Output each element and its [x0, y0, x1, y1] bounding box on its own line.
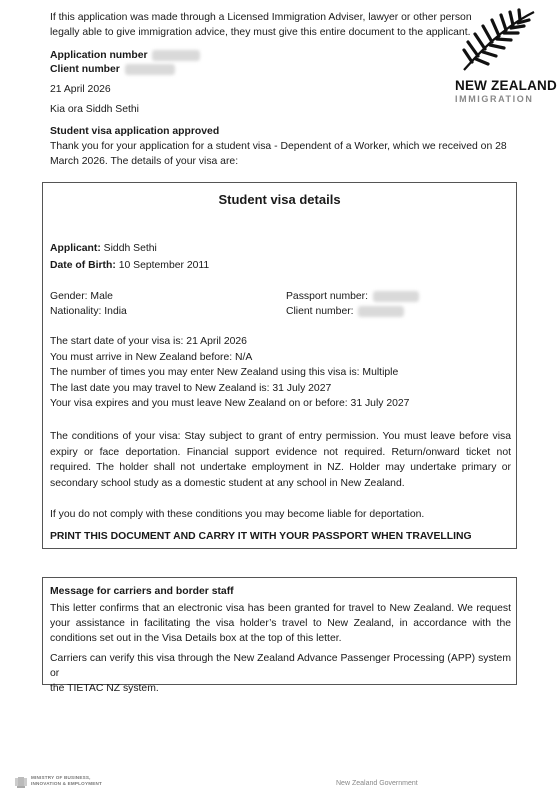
- greeting: Kia ora Siddh Sethi: [50, 104, 139, 115]
- applicant-row: [50, 241, 157, 256]
- carriers-line: the TIETAC NZ system.: [50, 683, 159, 694]
- carriers-box: [42, 577, 517, 694]
- carriers-line: This letter confirms that an electronic visa has been granted for travel to New Zealand. We request: [50, 603, 511, 614]
- logo-text-immigration: IMMIGRATION: [455, 94, 534, 104]
- last-travel-date: The last date you may travel to New Zealand is: 31 July 2027: [50, 382, 332, 394]
- passport-number-redacted: [373, 291, 419, 302]
- dob-value: 10 September 2011: [115, 260, 210, 271]
- approval-heading: Student visa application approved: [50, 126, 220, 137]
- intro-line: Thank you for your application for a student visa - Dependent of a Worker, which we received on 28: [50, 141, 507, 152]
- intro-line: March 2026. The details of your visa are:: [50, 156, 239, 167]
- ministry-line: MINISTRY OF BUSINESS,: [31, 775, 91, 780]
- letter-date: 21 April 2026: [50, 84, 111, 95]
- entry-count: The number of times you may enter New Zealand using this visa is: Multiple: [50, 367, 399, 378]
- carriers-line: your assistance in facilitating the visa holder’s travel to New Zealand, in accordance with the: [50, 618, 511, 629]
- adviser-notice: [50, 10, 472, 40]
- box-client-number-label: Client number:: [286, 306, 354, 317]
- client-number: [50, 62, 175, 77]
- client-number-redacted: [125, 64, 175, 75]
- dob-label: Date of Birth:: [50, 260, 116, 271]
- logo-text-new-zealand: NEW ZEALAND: [455, 78, 557, 93]
- carriers-line: conditions set out in the Visa Details box at the top of this letter.: [50, 633, 342, 644]
- nz-coat-of-arms-icon: [14, 775, 28, 789]
- gender: Gender: Male: [50, 291, 113, 302]
- applicant-label: Applicant:: [50, 243, 101, 254]
- print-notice: PRINT THIS DOCUMENT AND CARRY IT WITH YOUR PASSPORT WHEN TRAVELLING: [50, 531, 472, 542]
- silver-fern-icon: [458, 8, 538, 74]
- visa-expiry-date: Your visa expires and you must leave New Zealand on or before: 31 July 2027: [50, 398, 410, 409]
- passport-number-label: Passport number:: [286, 291, 369, 302]
- visa-start-date: The start date of your visa is: 21 April 2026: [50, 336, 247, 347]
- dob-row: [50, 258, 209, 273]
- conditions-line: The conditions of your visa: Stay subject to grant of entry permission. You must leave before visa: [50, 431, 511, 442]
- ministry-line: INNOVATION & EMPLOYMENT: [31, 781, 103, 786]
- carriers-line: Carriers can verify this visa through the New Zealand Advance Passenger Processing (APP) system or: [50, 653, 511, 679]
- adviser-notice-line: legally able to give immigration advice, they must give this entire document to the applicant.: [50, 27, 471, 38]
- conditions-line: secondary school study as a domestic student at any school in New Zealand.: [50, 477, 405, 489]
- nz-government-wordmark: New Zealand Government: [336, 780, 418, 787]
- intro-text: [50, 139, 507, 169]
- deportation-warning: If you do not comply with these conditions you may become liable for deportation.: [50, 509, 425, 520]
- application-number-redacted: [152, 50, 200, 61]
- visa-details-box: [42, 182, 517, 549]
- carriers-heading: Message for carriers and border staff: [50, 586, 234, 597]
- passport-number: [286, 289, 419, 304]
- conditions-line: required. The holder shall not undertake employment in NZ. Holder may undertake primary or: [50, 462, 511, 473]
- nz-immigration-logo: [452, 8, 557, 104]
- visa-conditions: [50, 429, 511, 491]
- box-client-number: [286, 304, 404, 319]
- application-number: [50, 48, 200, 63]
- carriers-paragraph-2: [50, 651, 511, 696]
- mbie-logo: [14, 774, 124, 790]
- carriers-paragraph-1: [50, 601, 511, 646]
- visa-details-title: Student visa details: [218, 192, 341, 207]
- conditions-line: expiry or face deportation. Financial support evidence not required. Return/onward ticket not: [50, 446, 511, 458]
- nationality: Nationality: India: [50, 306, 127, 317]
- arrival-before-date: You must arrive in New Zealand before: N/A: [50, 351, 253, 363]
- applicant-value: Siddh Sethi: [100, 243, 157, 254]
- visa-dates: [50, 334, 409, 412]
- box-client-number-redacted: [358, 306, 404, 317]
- application-number-label: Application number: [50, 50, 148, 61]
- adviser-notice-line: If this application was made through a Licensed Immigration Adviser, lawyer or other person: [50, 12, 472, 23]
- client-number-label: Client number: [50, 64, 120, 75]
